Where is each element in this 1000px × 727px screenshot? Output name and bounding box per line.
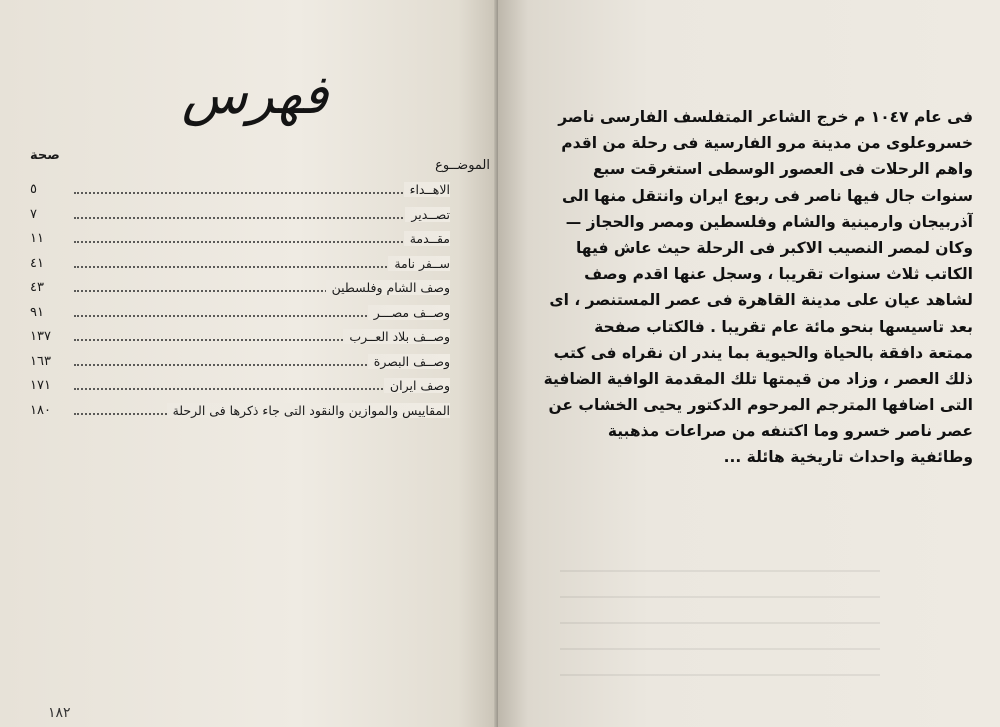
toc-entry xyxy=(30,327,450,352)
toc-entry-page: ٤٣ xyxy=(30,280,44,295)
toc-entry xyxy=(30,278,450,303)
left-page-toc xyxy=(0,0,498,727)
toc-entry-label: الاهــداء xyxy=(404,182,450,197)
toc-entry-label: المقاييس والموازين والنقود التى جاء ذكرها فى الرحلة xyxy=(167,403,450,418)
text-line: فى عام ١٠٤٧ م خرج الشاعر المتفلسف الفارسى ناصر xyxy=(558,108,973,126)
toc-entry-label: وصــف مصـــر xyxy=(368,305,450,320)
toc-entry xyxy=(30,180,450,205)
toc-entry-label: ســفر نامة xyxy=(388,256,450,271)
toc-entry-page: ٧ xyxy=(30,206,37,222)
toc-entry xyxy=(30,254,450,279)
toc-entry-page: ١٦٣ xyxy=(30,353,51,369)
toc-entry-page: ١٨٠ xyxy=(30,402,51,418)
toc-entry-page: ٤١ xyxy=(30,255,44,271)
text-line: عصر ناصر خسرو وما اكتنفه من صراعات مذهبية xyxy=(607,422,973,441)
toc-entry-page: ١٧١ xyxy=(30,378,51,393)
text-line: بعد تاسيسها بنحو مائة عام تقريبا . فالكتاب صفحة xyxy=(594,317,973,336)
toc-entry-label: مقــدمة xyxy=(404,231,450,246)
toc-entry xyxy=(30,376,450,401)
topic-column-header: الموضــوع xyxy=(435,158,490,173)
text-line: وطائفية واحداث تاريخية هائلة ... xyxy=(723,448,973,467)
toc-entry-page: ١٣٧ xyxy=(30,329,51,344)
toc-entry xyxy=(30,303,450,328)
leader-dots xyxy=(74,241,450,243)
text-line: خسروعلوى من مدينة مرو الفارسية فى رحلة من اقدم xyxy=(561,134,973,153)
text-line: الكاتب ثلاث سنوات تقريبا ، وسجل عنها اقدم وصف xyxy=(584,265,973,284)
text-line: وكان لمصر النصيب الاكبر فى الرحلة حيث عاش فيها xyxy=(575,238,973,257)
text-line: واهم الرحلات فى العصور الوسطى استغرقت سبع xyxy=(592,160,973,179)
toc-entry xyxy=(30,229,450,254)
body-text xyxy=(525,104,973,471)
toc-entry-label: وصف الشام وفلسطين xyxy=(326,280,450,295)
text-line: التى اضافها المترجم المرحوم الدكتور يحيى الخشاب عن xyxy=(548,396,973,415)
page-column-header: صحة xyxy=(30,148,60,163)
toc-entry xyxy=(30,205,450,230)
show-through-text xyxy=(560,560,880,700)
leader-dots xyxy=(74,192,450,194)
text-line: ممتعة دافقة بالحياة والحيوية بما يندر ان نقراه فى كتب xyxy=(553,343,973,362)
text-line: ذلك العصر ، وزاد من قيمتها تلك المقدمة الوافية الضافية xyxy=(543,369,973,388)
toc-entry-label: وصــف البصرة xyxy=(368,354,450,369)
toc-entry-label: وصــف بلاد العــرب xyxy=(343,329,450,344)
text-line: آذربيجان وارمينية والشام وفلسطين ومصر والحجاز — xyxy=(565,212,973,231)
leader-dots xyxy=(74,217,450,219)
toc-entry xyxy=(30,352,450,377)
toc-entry-label: وصف ايران xyxy=(384,378,450,393)
text-line: لشاهد عيان على مدينة القاهرة فى عصر المستنصر ، اى xyxy=(549,291,973,310)
toc-entry-label: تصــدير xyxy=(405,207,450,222)
toc-entry-page: ١١ xyxy=(30,231,44,246)
toc-title: فهرس xyxy=(181,63,329,126)
toc-entry-page: ٩١ xyxy=(30,304,44,320)
toc-entry xyxy=(30,401,450,426)
text-line: سنوات جال فيها ناصر فى ربوع ايران وانتقل منها الى xyxy=(561,186,973,205)
toc-entry-page: ٥ xyxy=(30,182,37,197)
page-number: ١٨٢ xyxy=(48,705,71,721)
toc-list xyxy=(30,180,450,425)
